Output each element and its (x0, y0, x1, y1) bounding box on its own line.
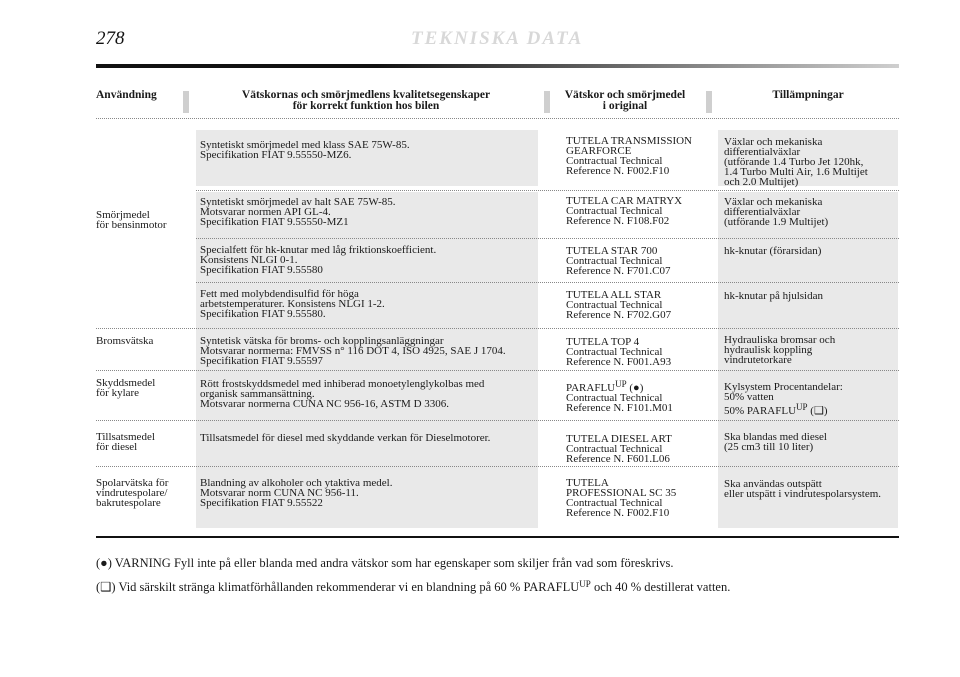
table-rule (96, 370, 899, 371)
page-number: 278 (96, 28, 125, 49)
application-cell: Ska användas outspätt eller utspätt i vindrutespolarsystem. (724, 478, 882, 500)
header-applications: Tillämpningar (772, 89, 844, 101)
header-quality-line1: Vätskornas och smörjmedlens kvalitetsegenskaper (241, 89, 491, 101)
group-coolant: Skyddsmedel för kylare (96, 377, 156, 399)
group-washer: Spolarvätska för vindrutespolare/ bakrutespolare (96, 477, 169, 509)
header-usage: Användning (96, 89, 157, 101)
climate-text-end: och 40 % destillerat vatten. (590, 580, 731, 594)
quality-cell: Syntetisk vätska för broms- och kopplingsanläggningar Motsvarar normerna: FMVSS n° 116 DOT 4, ISO 4925, SAE J 1704. Specifikation FIAT 9.55597 (200, 335, 506, 367)
climate-marker: (❑) (96, 580, 116, 594)
quality-cell: Syntetiskt smörjmedel av halt SAE 75W-85. Motsvarar normen API GL-4. Specifikation FIAT 9.55550-MZ1 (200, 196, 396, 228)
climate-superscript: UP (579, 579, 591, 589)
header-divider (183, 91, 189, 113)
fluid-cell: TUTELA TRANSMISSION GEARFORCE Contractual Technical Reference N. F002.F10 (566, 135, 693, 177)
application-cell: Ska blandas med diesel (25 cm3 till 10 liter) (724, 431, 827, 453)
fluid-cell: TUTELA CAR MATRYX Contractual Technical Reference N. F108.F02 (566, 195, 683, 227)
header-fluids (550, 90, 700, 112)
row-rule (196, 282, 899, 283)
quality-cell: Blandning av alkoholer och ytaktiva medel. Motsvarar norm CUNA NC 956-11. Specifikation FIAT 9.55522 (200, 477, 393, 509)
fluid-name: PARAFLU (566, 382, 616, 394)
row-rule (196, 190, 899, 191)
table-rule (96, 328, 899, 329)
climate-note (96, 577, 906, 594)
header-fluids-line1: Vätskor och smörjmedel (564, 89, 686, 101)
quality-cell: Tillsatsmedel för diesel med skyddande verkan för Dieselmotorer. (200, 432, 491, 444)
application-line: Kylsystem Procentandelar: (724, 381, 843, 393)
fluid-cell: TUTELA DIESEL ART Contractual Technical Reference N. F601.L06 (566, 433, 672, 465)
header-quality-line2: för korrekt funktion hos bilen (292, 100, 440, 112)
quality-cell: Syntetiskt smörjmedel med klass SAE 75W-85. Specifikation FIAT 9.55550-MZ6. (200, 139, 410, 161)
climate-marker: (❑) (810, 405, 828, 417)
header-divider (706, 91, 712, 113)
group-brake: Bromsvätska (96, 335, 154, 347)
fluid-cell: TUTELA ALL STAR Contractual Technical Reference N. F702.G07 (566, 289, 672, 321)
application-cell: hk-knutar på hjulsidan (724, 290, 823, 302)
application-cell: hk-knutar (förarsidan) (724, 245, 822, 257)
group-engine-oil: Smörjmedel för bensinmotor (96, 209, 167, 231)
top-rule (96, 64, 899, 68)
table-rule (96, 466, 899, 467)
application-cell (724, 382, 900, 416)
fluid-cell: TUTELA STAR 700 Contractual Technical Reference N. F701.C07 (566, 245, 671, 277)
application-cell: Växlar och mekaniska differentialväxlar (utförande 1.4 Turbo Jet 120hk, 1.4 Turbo Multi Air, 1.6 Multijet och 2.0 Multijet) (724, 136, 868, 188)
application-superscript: UP (796, 402, 808, 412)
group-diesel: Tillsatsmedel för diesel (96, 431, 155, 453)
bottom-rule (96, 536, 899, 538)
fluid-superscript: UP (615, 379, 627, 389)
quality-cell: Specialfett för hk-knutar med låg friktionskoefficient. Konsistens NLGI 0-1. Specifikation FIAT 9.55580 (200, 244, 437, 276)
table-rule (96, 420, 899, 421)
fluid-reference: Contractual Technical Reference N. F101.M01 (566, 392, 673, 414)
table-rule (96, 118, 899, 119)
cell-bg (196, 422, 538, 468)
section-title: TEKNISKA DATA (411, 28, 584, 49)
application-line: 50% vatten (724, 391, 774, 403)
fluid-cell: TUTELA TOP 4 Contractual Technical Reference N. F001.A93 (566, 336, 672, 368)
header-fluids-line2: i original (602, 100, 648, 112)
application-cell: Hydrauliska bromsar och hydraulisk koppling vindrutetorkare (724, 334, 836, 366)
warning-note (96, 556, 906, 570)
application-line-text: 50% PARAFLU (724, 405, 797, 417)
row-rule (196, 238, 899, 239)
application-cell: Växlar och mekaniska differentialväxlar (utförande 1.9 Multijet) (724, 196, 829, 228)
quality-cell: Rött frostskyddsmedel med inhiberad monoetylenglykolbas med organisk sammansättning. Motsvarar normerna CUNA NC 956-16, ASTM D 3306. (200, 378, 485, 410)
warning-marker: (●) (629, 382, 644, 394)
fluid-cell: TUTELA PROFESSIONAL SC 35 Contractual Technical Reference N. F002.F10 (566, 477, 677, 519)
header-quality (196, 90, 536, 112)
warning-marker: (●) (96, 556, 112, 570)
warning-text: VARNING Fyll inte på eller blanda med andra vätskor som har egenskaper som skiljer från vad som föreskrivs. (114, 556, 674, 570)
application-line (724, 402, 900, 416)
quality-cell: Fett med molybdendisulfid för höga arbetstemperaturer. Konsistens NLGI 1-2. Specifikation FIAT 9.55580. (200, 288, 385, 320)
climate-text: Vid särskilt stränga klimatförhållanden rekommenderar vi en blandning på 60 % PARAFLU (118, 580, 580, 594)
fluid-cell (566, 379, 706, 413)
